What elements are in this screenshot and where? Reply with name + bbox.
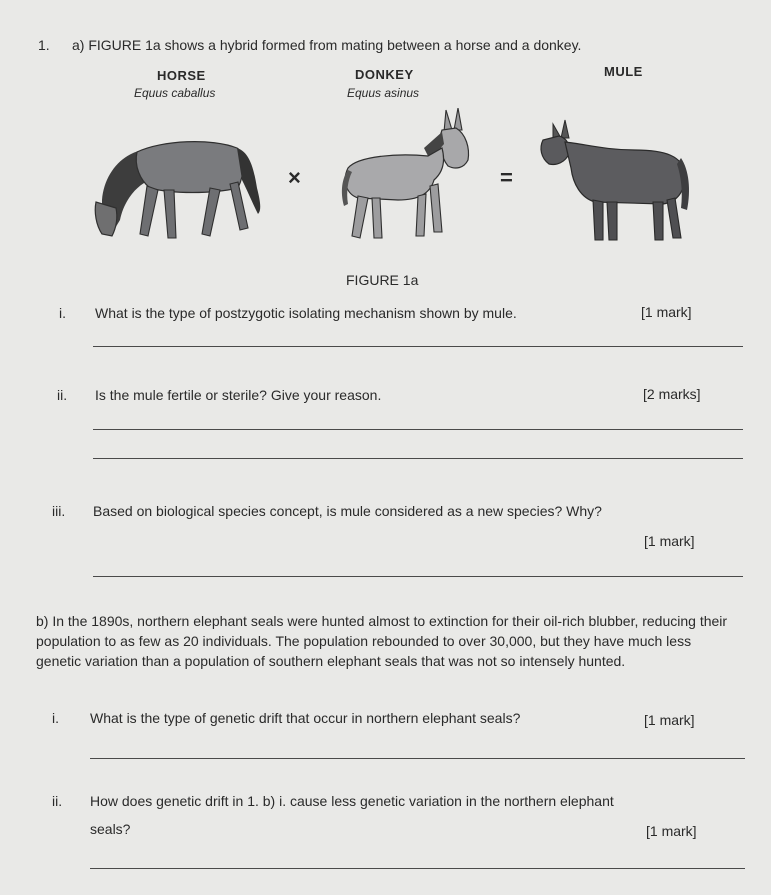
part-a-i-marks: [1 mark] — [641, 304, 692, 320]
part-b-ii-number: ii. — [52, 793, 63, 809]
figure-caption: FIGURE 1a — [346, 272, 419, 288]
part-a-ii-text: Is the mule fertile or sterile? Give your reason. — [95, 387, 382, 403]
equals-symbol: = — [500, 165, 513, 190]
part-a-iii-marks: [1 mark] — [644, 533, 695, 549]
answer-line[interactable] — [90, 758, 745, 759]
answer-line[interactable] — [93, 429, 743, 430]
mule-label: MULE — [604, 64, 643, 79]
part-b-i-marks: [1 mark] — [644, 712, 695, 728]
answer-line[interactable] — [93, 346, 743, 347]
part-a-ii-number: ii. — [57, 387, 68, 403]
part-b-ii-text-continued: seals? — [90, 821, 131, 837]
part-a-ii-marks: [2 marks] — [643, 386, 701, 402]
part-a-i-number: i. — [59, 305, 66, 321]
part-b-i-text: What is the type of genetic drift that occur in northern elephant seals? — [90, 710, 521, 726]
part-a-iii-number: iii. — [52, 503, 66, 519]
part-b-ii-text: How does genetic drift in 1. b) i. cause less genetic variation in the northern elephant — [90, 793, 614, 809]
cross-symbol: × — [288, 165, 301, 190]
answer-line[interactable] — [90, 868, 745, 869]
donkey-scientific-name: Equus asinus — [347, 86, 420, 100]
answer-line[interactable] — [93, 576, 743, 577]
horse-scientific-name: Equus caballus — [134, 86, 216, 100]
question-a-intro: a) FIGURE 1a shows a hybrid formed from mating between a horse and a donkey. — [72, 37, 582, 53]
part-a-iii-text: Based on biological species concept, is mule considered as a new species? Why? — [93, 503, 602, 519]
question-number: 1. — [38, 37, 50, 53]
part-b-i-number: i. — [52, 710, 59, 726]
part-a-i-text: What is the type of postzygotic isolating mechanism shown by mule. — [95, 305, 517, 321]
mule-illustration — [535, 118, 695, 246]
horse-label: HORSE — [157, 68, 206, 83]
donkey-label: DONKEY — [355, 67, 414, 82]
donkey-illustration — [338, 108, 478, 243]
answer-line[interactable] — [93, 458, 743, 459]
part-b-ii-marks: [1 mark] — [646, 823, 697, 839]
question-b-intro: b) In the 1890s, northern elephant seals were hunted almost to extinction for their oil-rich blubber, reducing their population to as few as 20 individuals. The population rebounded to over 30,000, but they have much less genetic variation than a population of southern elephant seals that was not so intensely hunted. — [36, 613, 728, 669]
horse-illustration — [92, 130, 267, 250]
